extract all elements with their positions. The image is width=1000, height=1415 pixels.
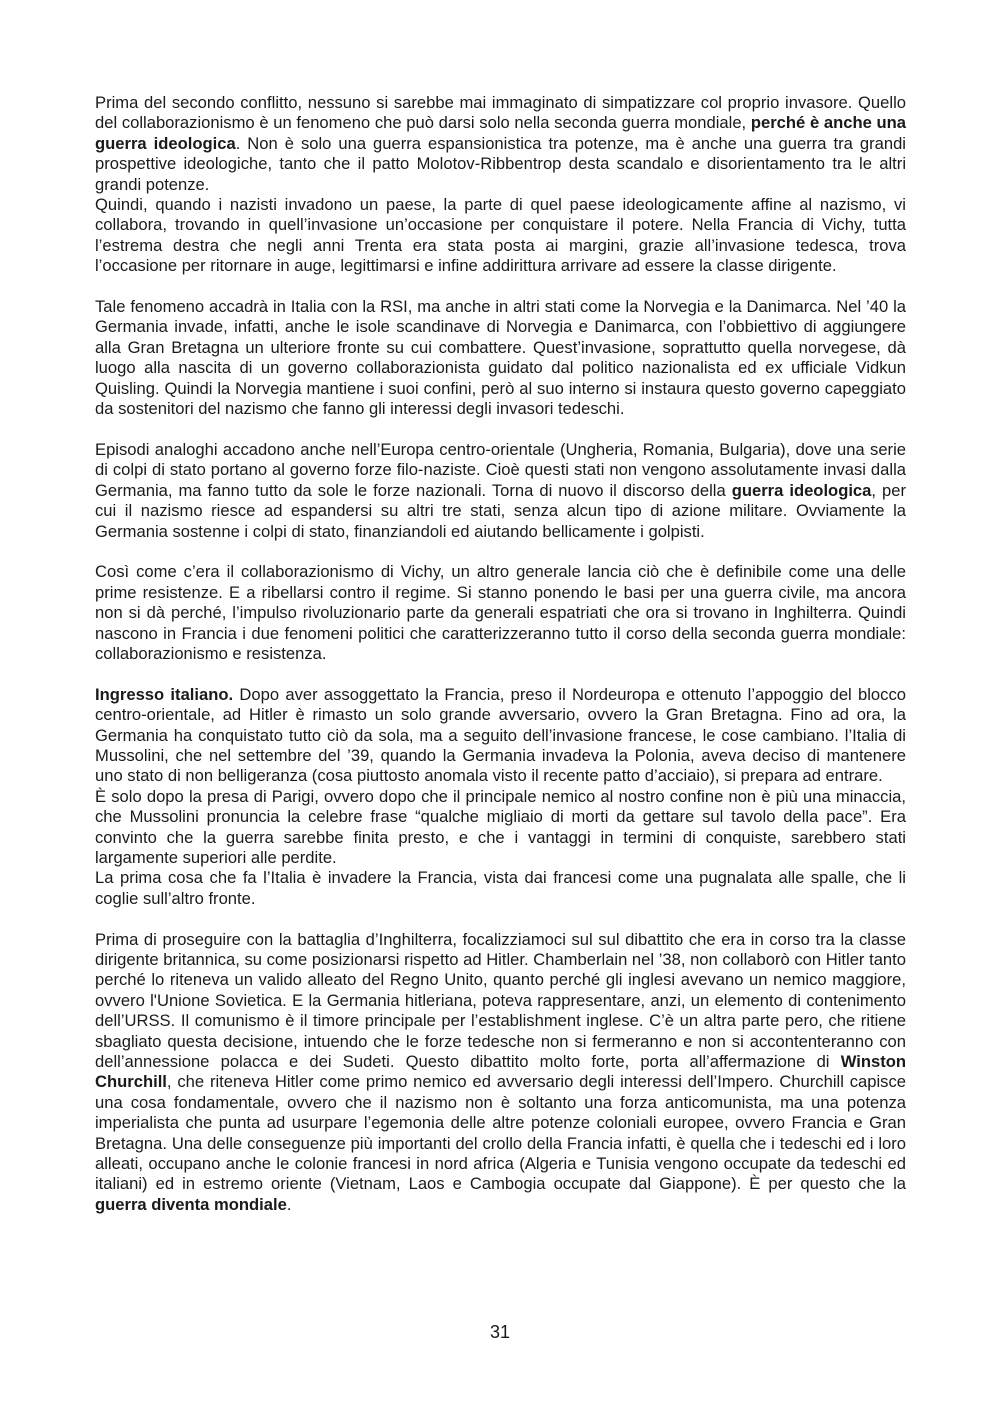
paragraph <box>95 930 906 1216</box>
text-segment: , che riteneva Hitler come primo nemico ed avversario degli interessi dell’Impero. Churchill capisce una cosa fondamentale, ovvero che il nazismo non è soltanto una forza anticomunista, ma una potenza imperialista che punta ad usurpare l’egemonia delle altre potenze coloniali europee, ovvero Francia e Gran Bretagna. Una delle conseguenze più importanti del crollo della Francia infatti, è quella che i tedeschi ed i loro alleati, occupano anche le colonie francesi in nord africa (Algeria e Tunisia vengono occupate da tedeschi ed italiani) ed in estremo oriente (Vietnam, Laos e Cambogia occupate dal Giappone). È per questo che la <box>95 1072 906 1194</box>
text-segment: Così come c’era il collaborazionismo di Vichy, un altro generale lancia ciò che è definibile come una delle prime resistenze. E a ribellarsi contro il regime. Si stanno ponendo le basi per una guerra civile, ma ancora non si dà perché, l’impulso rivoluzionario parte da generali espatriati che ora si trovano in Inghilterra. Quindi nascono in Francia i due fenomeni politici che caratterizzeranno tutto il corso della seconda guerra mondiale: collaborazionismo e resistenza. <box>95 562 906 663</box>
paragraph <box>95 787 906 869</box>
paragraph <box>95 562 906 664</box>
paragraph <box>95 440 906 542</box>
paragraph <box>95 195 906 277</box>
bold-text: Ingresso italiano. <box>95 684 234 704</box>
text-segment: Episodi analoghi accadono anche nell’Europa centro-orientale (Ungheria, Romania, Bulgaria), dove una serie di colpi di stato portano al governo forze filo-naziste. Cioè questi stati non vengono assolutamente invasi dalla Germania, ma fanno tutto da sole le forze nazionali. Torna di nuovo il discorso della <box>95 439 906 500</box>
document-body <box>95 93 906 1215</box>
bold-text: perché è anche una guerra ideologica <box>95 113 907 153</box>
text-segment: Prima del secondo conflitto, nessuno si sarebbe mai immaginato di simpatizzare col proprio invasore. Quello del collaborazionismo è un fenomeno che può darsi solo nella seconda guerra mondiale, <box>95 93 906 133</box>
paragraph <box>95 93 906 195</box>
text-segment: Quindi, quando i nazisti invadono un paese, la parte di quel paese ideologicamente affine al nazismo, vi collabora, trovando in quell’invasione un’occasione per conquistare il potere. Nella Francia di Vichy, tutta l’estrema destra che negli anni Trenta era stata posta ai margini, grazie all’invasione tedesca, trova l’occasione per ritornare in auge, legittimarsi e infine addirittura arrivare ad essere la classe dirigente. <box>95 195 906 276</box>
bold-text: Winston Churchill <box>95 1052 906 1092</box>
page-number: 31 <box>489 1322 511 1342</box>
text-segment: È solo dopo la presa di Parigi, ovvero dopo che il principale nemico al nostro confine non è più una minaccia, che Mussolini pronuncia la celebre frase “qualche migliaio di morti da gettare sul tavolo della pace”. Era convinto che la guerra sarebbe finita presto, e che i vantaggi in termini di conquiste, sarebbero stati largamente superiori alle perdite. <box>95 786 906 867</box>
bold-text: guerra diventa mondiale <box>95 1194 287 1214</box>
text-segment: Dopo aver assoggettato la Francia, preso il Nordeuropa e ottenuto l’appoggio del blocco centro-orientale, ad Hitler è rimasto un solo grande avversario, ovvero la Gran Bretagna. Fino ad ora, la Germania ha conquistato tutto ciò da sola, ma a seguito dell’invasione francese, le cose cambiano. l’Italia di Mussolini, che nel settembre del ’39, quando la Germania invadeva la Polonia, aveva deciso di mantenere uno stato di non belligeranza (cosa piuttosto anomala visto il recente patto d’acciaio), si prepara ad entrare. <box>95 684 906 786</box>
paragraph <box>95 685 906 787</box>
text-segment: La prima cosa che fa l’Italia è invadere la Francia, vista dai francesi come una pugnalata alle spalle, che li coglie sull’altro fronte. <box>95 868 906 908</box>
paragraph <box>95 868 906 909</box>
text-segment: Tale fenomeno accadrà in Italia con la RSI, ma anche in altri stati come la Norvegia e la Danimarca. Nel ’40 la Germania invade, infatti, anche le isole scandinave di Norvegia e Danimarca, con l’obbiettivo di aggiungere alla Gran Bretagna un ulteriore fronte su cui combattere. Quest’invasione, soprattutto quella norvegese, dà luogo alla nascita di un governo collaborazionista guidato dal politico nazionalista ed ex ufficiale Vidkun Quisling. Quindi la Norvegia mantiene i suoi confini, però al suo interno si instaura questo governo capeggiato da sostenitori del nazismo che fanno gli interessi degli invasori tedeschi. <box>95 297 906 419</box>
text-segment: , per cui il nazismo riesce ad espandersi su altri tre stati, senza alcun tipo di azione militare. Ovviamente la Germania sostenne i colpi di stato, finanziandoli ed aiutando bellicamente i golpisti. <box>95 480 906 541</box>
bold-text: guerra ideologica <box>731 480 872 500</box>
text-segment: . <box>286 1194 292 1214</box>
text-segment: . Non è solo una guerra espansionistica tra potenze, ma è anche una guerra tra grandi prospettive ideologiche, tanto che il patto Molotov-Ribbentrop desta scandalo e disorientamento tra le altri grandi potenze. <box>95 133 906 194</box>
text-segment: Prima di proseguire con la battaglia d’Inghilterra, focalizziamoci sul sul dibattito che era in corso tra la classe dirigente britannica, su come posizionarsi rispetto ad Hitler. Chamberlain nel ’38, non collaborò con Hitler tanto perché lo riteneva un valido alleato del Regno Unito, quanto perché gli inglesi avevano un nemico maggiore, ovvero l'Unione Sovietica. E la Germania hitleriana, poteva rappresentare, anzi, un elemento di contenimento dell’URSS. Il comunismo è il timore principale per l’establishment inglese. C’è un altra parte pero, che ritiene sbagliato questa decisione, intuendo che le forze tedesche non si fermeranno e non si accontenteranno con dell’annessione polacca e dei Sudeti. Questo dibattito molto forte, porta all’affermazione di <box>95 929 906 1072</box>
paragraph <box>95 297 906 419</box>
